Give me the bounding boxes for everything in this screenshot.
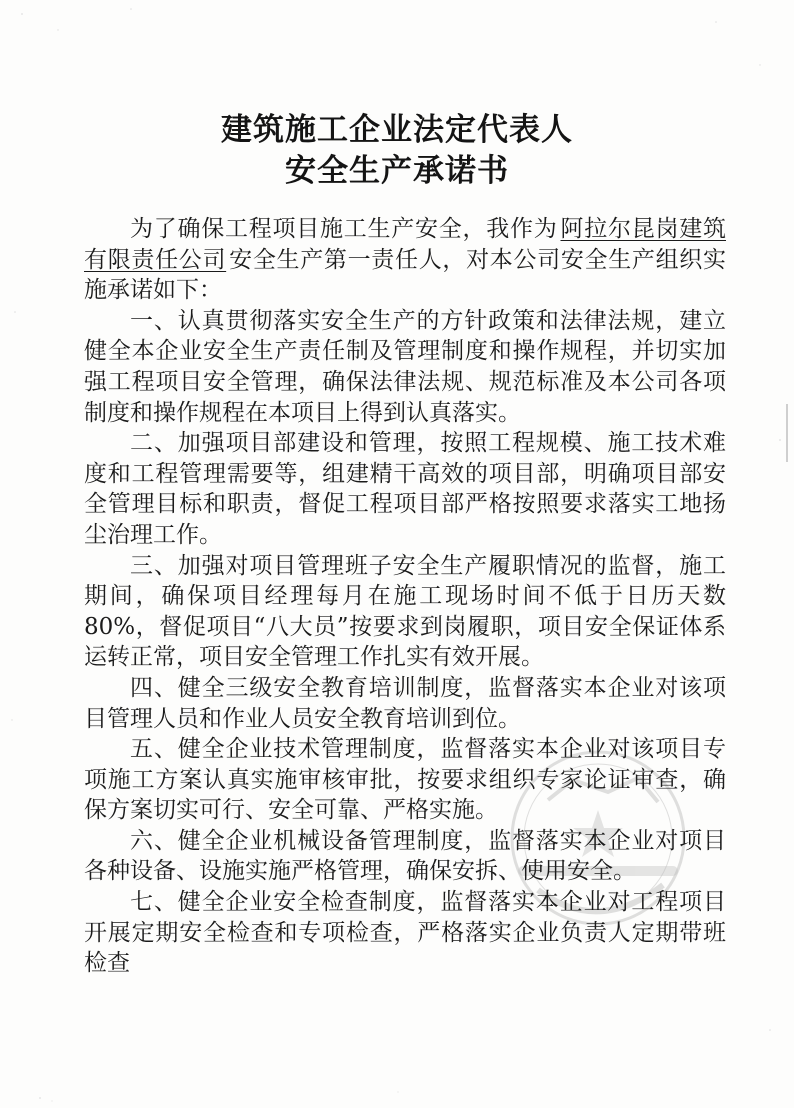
scan-edge-mark (786, 404, 788, 462)
clause-2: 二、加强项目部建设和管理，按照工程规模、施工技术难度和工程管理需要等，组建精干高效的项目部，明确项目部安全管理目标和职责，督促工程项目部严格按照要求落实工地扬尘治理工作。 (84, 430, 726, 548)
company-name: 阿拉尔昆岗建筑有限责任公司 (84, 216, 726, 273)
intro-paragraph (84, 214, 726, 306)
clause-4: 四、健全三级安全教育培训制度，监督落实本企业对该项目管理人员和作业人员安全教育培训到位。 (84, 674, 726, 732)
clause-1: 一、认真贯彻落实安全生产的方针政策和法律法规，建立健全本企业安全生产责任制及管理制度和操作规程，并切实加强工程项目安全管理，确保法律法规、规范标准及本公司各项制度和操作规程在本项目上得到认真落实。 (84, 307, 726, 426)
intro-prefix: 为了确保工程项目施工生产安全，我作为 (130, 216, 558, 242)
intro-suffix: 安全生产第一责任人，对本公司安全生产组织实施承诺如下： (84, 246, 727, 304)
clause-6: 六、健全企业机械设备管理制度，监督落实本企业对项目各种设备、设施实施严格管理，确保安拆、使用安全。 (84, 827, 726, 885)
document-title-line-1: 建筑施工企业法定代表人 (221, 112, 573, 148)
clause-7: 七、健全企业安全检查制度，监督落实本企业对工程项目开展定期安全检查和专项检查，严格落实企业负责人定期带班检查 (84, 889, 726, 977)
clause-5: 五、健全企业技术管理制度，监督落实本企业对该项目专项施工方案认真实施审核审批，按要求组织专家论证审查，确保方案切实可行、安全可靠、严格实施。 (84, 736, 726, 824)
clause-3: 三、加强对项目管理班子安全生产履职情况的监督，施工期间，确保项目经理每月在施工现场时间不低于日历天数80%，督促项目“八大员”按要求到岗履职，项目安全保证体系运转正常，项目安全管理工作扎实有效开展。 (84, 552, 726, 671)
document-title-line-2: 安全生产承诺书 (285, 153, 509, 189)
document-body (84, 214, 726, 979)
